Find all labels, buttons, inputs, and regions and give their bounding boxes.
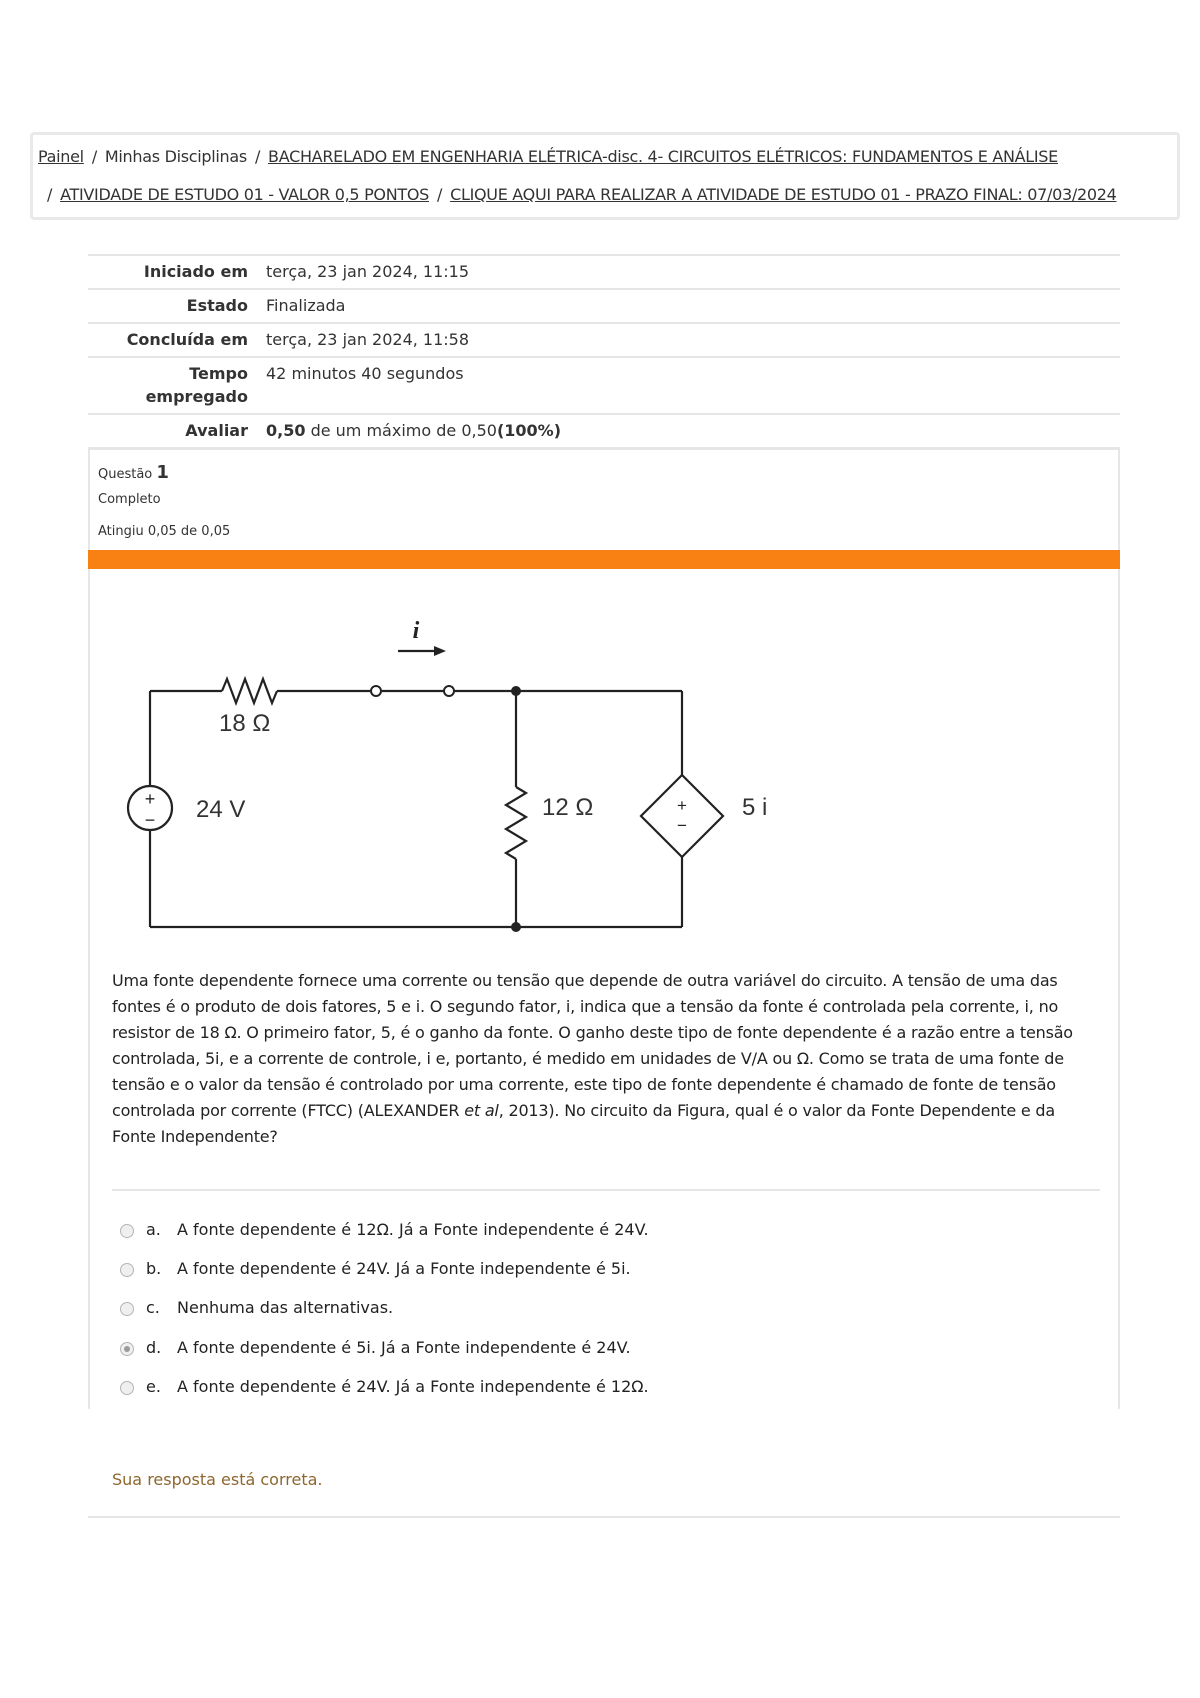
terminal-node [444,686,454,696]
current-label: i [412,618,420,644]
question-grade: Atingiu 0,05 de 0,05 [98,524,231,539]
grade-max: de um máximo de 0,50 [305,421,497,440]
option-text: A fonte dependente é 24V. Já a Fonte independente é 5i. [177,1259,631,1278]
resistor-18-label: 18 Ω [219,710,271,737]
radio-button[interactable] [120,1263,134,1277]
summary-value: 42 minutos 40 segundos [266,364,464,383]
summary-row [88,323,1120,357]
attempt-summary-table [88,254,1120,449]
summary-label: Iniciado em [143,262,248,281]
dep-source-minus-sign: − [677,816,687,835]
radio-button-selected[interactable] [120,1342,134,1356]
option-letter: a. [146,1220,161,1239]
resistor-12-label: 12 Ω [542,794,594,821]
option-letter: b. [146,1259,162,1278]
summary-label: Estado [186,296,248,315]
summary-label: Avaliar [185,421,248,440]
breadcrumb [30,132,1180,220]
dependent-source-label: 5 i [742,794,768,821]
breadcrumb-activity-link[interactable]: ATIVIDADE DE ESTUDO 01 - VALOR 0,5 PONTOS [60,185,429,204]
breadcrumb-painel-link[interactable]: Painel [38,147,84,166]
source-minus-sign: − [144,810,156,830]
junction-node [511,922,521,932]
option-text: A fonte dependente é 5i. Já a Fonte independente é 24V. [177,1338,631,1357]
breadcrumb-course-link[interactable]: BACHARELADO EM ENGENHARIA ELÉTRICA-disc. 4- CIRCUITOS ELÉTRICOS: FUNDAMENTOS E ANÁLISE [268,147,1058,166]
terminal-node [371,686,381,696]
summary-label: Tempo empregado [145,364,248,406]
question-text-part: , 2013). No circuito da Figura, qual é o valor da Fonte Dependente e da Fonte Independente? [112,1101,1055,1146]
junction-node [511,686,521,696]
option-text: A fonte dependente é 12Ω. Já a Fonte independente é 24V. [177,1220,649,1239]
summary-value: Finalizada [266,296,346,315]
grade-percent: (100%) [496,421,562,440]
question-info [88,448,1120,550]
grade-score: 0,50 [266,421,306,440]
option-text: Nenhuma das alternativas. [177,1298,394,1317]
answer-divider [112,1189,1100,1191]
question-state: Completo [98,492,161,507]
summary-value: terça, 23 jan 2024, 11:58 [266,330,470,349]
question-number [98,462,169,483]
option-text: A fonte dependente é 24V. Já a Fonte independente é 12Ω. [177,1377,649,1396]
summary-grade-value [260,414,1120,448]
dep-source-plus-sign: + [677,796,687,815]
radio-button[interactable] [120,1381,134,1395]
radio-button[interactable] [120,1302,134,1316]
circuit-diagram [116,605,796,945]
question-text-italic: et al [464,1101,499,1120]
question-number-value: 1 [156,462,169,483]
breadcrumb-separator: / [437,185,443,204]
breadcrumb-minhas-disciplinas: Minhas Disciplinas [104,147,247,166]
summary-row [88,414,1120,448]
option-letter: c. [146,1298,160,1317]
option-letter: d. [146,1338,162,1357]
source-plus-sign: + [144,789,156,809]
question-label: Questão [98,467,153,482]
summary-row [88,357,1120,414]
breadcrumb-separator: / [91,147,97,166]
summary-row [88,255,1120,289]
summary-row [88,289,1120,323]
current-arrow-head [434,646,446,656]
question-text-part: Uma fonte dependente fornece uma corrente ou tensão que depende de outra variável do circuito. A tensão de uma das fontes é o produto de dois fatores, 5 e i. O segundo fator, i, indica que a tensão da fonte é controlada pela corrente, i, no resistor de 18 Ω. O primeiro fator, 5, é o ganho da fonte. O ganho deste tipo de fonte dependente é a razão entre a tensão controlada, 5i, e a corrente de controle, i e, portanto, é medido em unidades de V/A ou Ω. Como se trata de uma fonte de tensão e o valor da tensão é controlado por uma corrente, este tipo de fonte dependente é chamado de fonte de tensão controlada por corrente (FTCC) (ALEXANDER [112,971,1073,1120]
answer-feedback: Sua resposta está correta. [112,1470,323,1489]
breadcrumb-quiz-link[interactable]: CLIQUE AQUI PARA REALIZAR A ATIVIDADE DE ESTUDO 01 - PRAZO FINAL: 07/03/2024 [450,185,1117,204]
radio-button[interactable] [120,1224,134,1238]
question-accent-bar [88,550,1120,569]
breadcrumb-separator: / [47,185,53,204]
summary-value: terça, 23 jan 2024, 11:15 [266,262,470,281]
bottom-divider [88,1516,1120,1518]
question-text [112,968,1102,1150]
breadcrumb-separator: / [254,147,261,166]
voltage-source-label: 24 V [196,796,246,823]
summary-label: Concluída em [126,330,248,349]
option-letter: e. [146,1377,161,1396]
